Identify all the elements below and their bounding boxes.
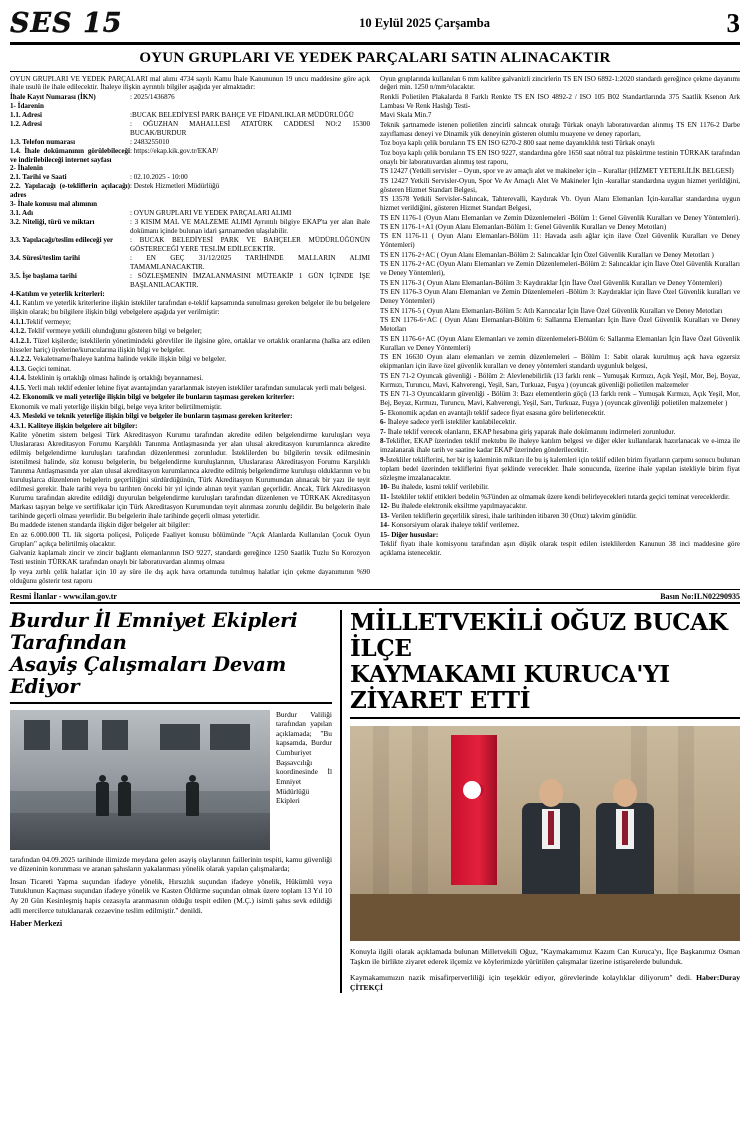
tender-paragraph-lead: 4.3. Mesleki ve teknik yeterliğe ilişkin bilgi ve belgeler ile bunların taşıması gereken kriterler:: [10, 412, 293, 421]
story-right-rule: [350, 717, 740, 719]
tender-field-row: [10, 120, 370, 138]
page-number: 3: [726, 7, 740, 38]
tender-paragraph-lead: 6-: [380, 418, 386, 427]
tender-paragraph: [380, 531, 740, 540]
tender-paragraph-text: İstekliler tekliflerini, her bir iş kaleminin miktarı ile bu iş kalemleri için teklif edilen birim fiyatların çarpımı sonucu bulunan toplam bedel üzerinden tekliflerini fiyat şeklinde verecekler. İhale sonucunda, üzerine ihale yapılan istekliyle birim fiyat sözleşme imzalanacaktır.: [380, 455, 740, 482]
tender-field-value: : 2483255010: [130, 137, 170, 146]
tender-paragraph-text: Ekonomik açıdan en avantajlı teklif sadece fiyat esasına göre belirlenecektir.: [385, 408, 606, 417]
tender-field-value: : SÖZLEŞMENİN İMZALANMASINI MÜTEAKİP 1 GÜN İÇİNDE İŞE BAŞLANILACAKTIR.: [130, 271, 370, 289]
story-left-paragraph: İnsan Ticareti Yapma suçundan ifadeye yönelik, Hırsızlık suçundan ifadeye yönelik, Hükümlü veya Tutuklunun Kaçması suçundan ifadeye yönelik ve Kasten Öldürme suçundan olmak üzere toplam 13 Yıl 10 Ay 20 Gün Kesinleşmiş hapis cezasıyla aranmasının olduğu tespit edilen (M.Ç.) isimli şahıs sevk edildiği adli mercilerce tutuklanarak cezaevine teslim edilmiştir." denildi.: [10, 876, 332, 915]
tender-field-label: 1.1. Adresi: [10, 110, 42, 119]
tender-paragraph-text: İhaleye sadece yerli istekliler katılabilecektir.: [385, 418, 517, 427]
story-left-paragraph: tarafından 04.09.2025 tarihinde ilimizde meydana gelen asayiş olaylarının faillerinin tespiti, kamu güvenliği ve düzeninin korunması ve aranan şahısların yakalanması yönelik olarak yapılan çalışmalarda;: [10, 854, 332, 874]
tender-paragraph: [380, 418, 740, 427]
tender-paragraph: [10, 327, 370, 336]
tender-paragraph-text: Geçici teminat.: [25, 364, 72, 373]
story-left-headline-line2: Asayiş Çalışmaları Devam Ediyor: [10, 652, 287, 698]
column-divider: [340, 610, 342, 993]
tender-notice: [10, 75, 740, 587]
tender-paragraph: TS 13578 Yetkili Servisler-Salıncak, Tahterevalli, Kaydırak Vb. Oyun Alanı Elemanları İçin-kurallar standardına uygun hizmet verildiğini, gösteren Hizmet Standart Belgesi,: [380, 195, 740, 213]
publication-logo: SES 15: [10, 7, 123, 39]
story-right-caption-2-text: Kaymakamımızın nazik misafirperverliliği için teşekkür ediyor, görevlerinde kolaylıklar diliyorum" dedi.: [350, 973, 692, 983]
tender-paragraph: Mavi Skala Min.7: [380, 111, 432, 120]
ad-title-rule: [10, 71, 740, 72]
story-left-body: [10, 855, 332, 916]
tender-paragraph: Oyun gruplarında kullanılan 6 mm kalibre galvanizli zincirlerin TS EN ISO 6892-1:2020 standardı gereğince çekme dayanımı değeri min. 1250 n/mm²olacaktır.: [380, 74, 740, 92]
tender-paragraph: [10, 290, 370, 299]
tender-paragraph: [10, 384, 370, 393]
tender-paragraph-lead: 10-: [380, 483, 390, 492]
tender-field-row: [10, 102, 370, 111]
tender-paragraph-lead: 12-: [380, 502, 390, 511]
tender-paragraph: TS EN 1176-3 ( Oyun Alanı Elemanları-Bölüm 3: Kaydıraklar İçin İlave Özel Güvenlik Kuralları ve Deney Yöntemleri): [380, 278, 722, 287]
masthead: [10, 6, 740, 40]
tender-paragraph: [380, 428, 740, 437]
tender-field-label: 2.2. Yapılacağı (e-tekliflerin açılacağı) adres: [10, 182, 130, 200]
tender-field-label: 2- İhalenin: [10, 164, 43, 173]
tender-paragraph: TS EN 1176-2+AC ( Oyun Alanı Elemanları-Bölüm 2: Salıncaklar İçin Özel Güvenlik Kuralları ve Deney Metotları ): [380, 250, 714, 259]
tender-paragraph-lead: 4.1.2.2.: [10, 355, 32, 364]
tender-paragraph: [380, 493, 740, 502]
tender-paragraph-text: Teklif vermeye;: [25, 317, 71, 326]
tender-field-label: 1.3. Telefon numarası: [10, 137, 76, 146]
tender-field-row: [10, 173, 370, 182]
lower-section: [10, 610, 740, 993]
tender-field-row: [10, 182, 370, 200]
tender-paragraph: TS EN 1176-6+AC (Oyun Alanı Elemanları ve zemin düzenlemeleri-Bölüm 6: Sallanma Elemanları İçin İlave Özel Güvenlik Kuralları ve Deney Yöntemleri): [380, 334, 740, 352]
tender-paragraph: [10, 318, 370, 327]
tender-paragraph: TS EN 1176-2+AC (Oyun Alanı Elemanları ve Zemin Düzenlemeleri-Bölüm 2: Salıncaklar için İlave Özel Güvenlik Kuralları ve Deney Yöntemleri),: [380, 260, 740, 278]
tender-paragraph-lead: 8-: [380, 437, 386, 446]
story-left-photo-caption: Burdur Valiliği tarafından yapılan açıklamada; "Bu kapsamda, Burdur Cumhuriyet Başsavcılığı koordinesinde İl Emniyet Müdürlüğü Ekipleri: [276, 709, 332, 806]
story-left-photo: [10, 710, 270, 850]
story-right-caption-2: [350, 973, 740, 993]
tender-field-label: 3- İhale konusu mal alımının: [10, 200, 98, 209]
tender-field-value: : 2025/1436876: [130, 92, 175, 101]
tender-paragraph: TS EN 71-3 Oyuncakların güvenliği - Bölüm 3: Bazı elementlerin göçü (13 farklı renk – Yumuşak Kırmızı, Açık Yeşil, Mor, Bej, Beyaz, Kırmızı, Turuncu, Mavi, Kahverengi, Yeşil, Sarı, Turkuaz, Fuşya ) (oyuncak güvenliği polietilen malzemeler ): [380, 390, 740, 408]
tender-paragraph-lead: 4.1.2.1.: [10, 336, 32, 345]
tender-field-row: [10, 93, 370, 102]
tender-paragraph-lead: 4.1.2.: [10, 327, 26, 336]
story-left-photo-row: [10, 710, 332, 850]
tender-field-label: 1- İdarenin: [10, 101, 44, 110]
tender-paragraph: Toz boya kaplı çelik boruların TS EN ISO 9227, standardına göre 1650 saat nötral tuz püskürtme testinin TÜRKAK tarafından onaylı bir laboratuvardan alınmış test raporu,: [380, 148, 740, 166]
tender-paragraph: [380, 409, 740, 418]
tender-field-label: 1.4. İhale dokümanının görülebileceği ve indirilebileceği internet sayfası: [10, 146, 130, 164]
tender-paragraph-lead: 5-: [380, 408, 386, 417]
tender-field-value: :BUCAK BELEDİYESİ PARK BAHÇE VE FİDANLIKLAR MÜDÜRLÜĞÜ: [130, 110, 354, 119]
tender-paragraph-lead: 4.1.3.: [10, 364, 26, 373]
tender-field-label: 1.2. Adresi: [10, 119, 42, 128]
tender-paragraph: [10, 549, 370, 567]
tender-paragraph: [10, 568, 370, 586]
ad-footer: [10, 589, 740, 604]
story-right-headline-line2: KAYMAKAMI KURUCA'YI ZİYARET ETTİ: [350, 660, 670, 714]
tender-column-right: [380, 75, 740, 587]
tender-field-label: İhale Kayıt Numarası (İKN): [10, 92, 96, 101]
tender-field-row: [10, 218, 370, 236]
tender-paragraph-lead: 4-Katılım ve yeterlik kriterleri:: [10, 289, 105, 298]
tender-paragraph-lead: 7-: [380, 427, 386, 436]
tender-paragraph: TS EN 1176-5 ( Oyun Alanı Elemanları-Bölüm 5: Atlı Karıncalar İçin İlave Özel Güvenlik Kuralları ve Deney Metotları: [380, 306, 723, 315]
tender-paragraph-text: İp veya zırhlı çelik halatlar için 10 ay süre ile dış açık hava ortamında tutulmuş halatlar için çekme dayanımının %90 olduğunu gösterir test raporu: [10, 567, 370, 585]
ad-footer-right: Basın No:ILN02290935: [660, 591, 740, 601]
tender-paragraph: [10, 422, 370, 431]
tender-field-value: : Destek Hizmetleri Müdürlüğü: [130, 182, 220, 191]
tender-paragraph-text: Bu ihalede elektronik eksiltme yapılmayacaktır.: [389, 502, 527, 511]
tender-paragraph: [380, 521, 740, 530]
story-right-headline-line1: MİLLETVEKİLİ OĞUZ BUCAK İLÇE: [350, 609, 728, 663]
tender-paragraph-lead: 4.3.1. Kaliteye ilişkin belgelere ait bilgiler:: [10, 421, 138, 430]
tender-field-row: [10, 272, 370, 290]
tender-paragraph-text: Tüzel kişilerde; isteklilerin yönetimindeki görevliler ile ilgisine göre, ortaklar ve ortaklık oranlarına (halka arz edilen hisseler hariç) üyelerine/kurucularına ilişkin bilgi ve belgeler.: [10, 336, 370, 354]
tender-paragraph: [380, 502, 740, 511]
story-left: [10, 610, 340, 993]
tender-paragraph: Renkli Polietilen Plakalarda 8 Farklı Renkte TS EN ISO 4892-2 / ISO 105 B02 Standartlarında 375 Saatlik Ksenon Ark Lambası Ve Renk Haslığı Testi-: [380, 92, 740, 110]
tender-paragraph: Teklif fiyatı ihale komisyonu tarafından aşırı düşük olarak tespit edilen isteklilerden Kanunun 38 inci maddesine göre açıklama istenecektir.: [380, 540, 740, 558]
tender-paragraph-text: İsteklinin iş ortaklığı olması halinde iş ortaklığı beyannamesi.: [25, 374, 204, 383]
tender-paragraph: Teknik şartnamede istenen polietilen zincirli salıncak oturağı Türkak onaylı laboratuvardan alınmış TS EN 1176-2 Darbe zayıflaması deneyi ve Dinamik yük deneyinin gösteren olumlu muayene ve deney raporları,: [380, 120, 740, 138]
tender-field-value: : 02.10.2025 - 10:00: [130, 173, 188, 182]
story-left-headline: [10, 610, 332, 697]
tender-field-label: 3.3. Yapılacağı/teslim edileceği yer: [10, 235, 114, 244]
tender-paragraph-lead: 4.1.: [10, 299, 21, 308]
tender-paragraph-text: Vekaletname/İhaleye katılma halinde vekile ilişkin bilgi ve belgeler.: [31, 355, 226, 364]
tender-field-row: [10, 236, 370, 254]
tender-field-row: [10, 138, 370, 147]
issue-date: 10 Eylül 2025 Çarşamba: [359, 15, 490, 30]
tender-paragraph: [10, 521, 370, 530]
tender-paragraph: [380, 437, 740, 455]
tender-paragraph: [10, 365, 370, 374]
tender-paragraph-text: Katılım ve yeterlik kriterlerine ilişkin istekliler tarafından e-teklif kapsamında sunulması gereken belgeler ile bu belgelere ilişkin olarak; bu bilgilere ilişkin bilgi vebelgelere aşağıda yer verilmiştir:: [10, 299, 370, 317]
tender-paragraph: [380, 512, 740, 521]
tender-paragraph-lead: 15- Diğer hususlar:: [380, 530, 439, 539]
story-left-headline-line1: Burdur İl Emniyet Ekipleri Tarafından: [10, 609, 298, 655]
tender-paragraph: TS 12427 (Yetkili servisler – Oyun, spor ve av amaçlı alet ve makineler için – Kurallar (HİZMET YETERLİLİK BELGESİ): [380, 167, 734, 176]
tender-paragraph-text: Teklifler, EKAP üzerinden teklif mektubu ile ihaleye katılım belgesi ve diğer ekler kullanılarak hazırlanacak ve e-imza ile imzalanarak ihale tarih ve saatine kadar EKAP üzerinden gönderilecektir.: [380, 437, 740, 455]
tender-paragraph-lead: 9-: [380, 455, 386, 464]
tender-paragraph: [10, 431, 370, 520]
tender-paragraph: [10, 374, 370, 383]
tender-field-value: : https://ekap.kik.gov.tr/EKAP/: [130, 146, 219, 155]
story-right-photo: [350, 726, 740, 941]
ad-footer-left: Resmi İlanlar - www.ilan.gov.tr: [10, 591, 117, 601]
tender-paragraph-text: Ekonomik ve mali yeterliğe ilişkin bilgi, belge veya kriter belirtilmemiştir.: [10, 402, 222, 411]
tender-paragraph: TS 12427 Yetkili Servisler-Oyun, Spor Ve Av Amaçlı Alet Ve Makineler İçin -kurallar standardına uygun hizmet yerildiğini, gösteren Hizmet Standart Belgesi,: [380, 176, 740, 194]
ad-title: OYUN GRUPLARI VE YEDEK PARÇALARI SATIN ALINACAKTIR: [139, 49, 611, 66]
tender-field-label: 3.2. Niteliği, türü ve miktarı: [10, 218, 95, 227]
tender-paragraph: Toz boya kaplı çelik boruların TS EN ISO 6270-2 800 saat neme dayanıklılık testi Türkak onaylı: [380, 139, 655, 148]
tender-paragraph-text: Yerli malı teklif edenler lehine fiyat avantajından yararlanmak isteyen istekliler tarafından sunulacak yerli malı belgesi.: [25, 383, 367, 392]
tender-paragraph-text: İhale teklif verecek olanların, EKAP hesabına giriş yaparak ihale dokümanını indirmeleri zorunludur.: [385, 427, 676, 436]
tender-field-row: [10, 200, 370, 209]
tender-paragraph: [10, 337, 370, 355]
tender-paragraph: [380, 483, 740, 492]
tender-field-label: 3.1. Adı: [10, 209, 34, 218]
tender-paragraph-lead: 13-: [380, 511, 390, 520]
tender-paragraph-lead: 4.1.5.: [10, 383, 26, 392]
tender-paragraph-text: En az 6.000.000 TL lik sigorta poliçesi, Poliçede Faaliyet konusu bölümünde "Açık Alanlarda Kullanılan Çocuk Oyun Grupları" açıkça belirtilmiş olacaktır.: [10, 530, 370, 548]
tender-field-value: : OĞUZHAN MAHALLESİ ATATÜRK CADDESİ NO:2 15300 BUCAK/BURDUR: [130, 119, 370, 137]
tender-paragraph-text: Teklif vermeye yetkili olunduğunu gösteren bilgi ve belgeler;: [25, 327, 202, 336]
tender-paragraph: [10, 403, 370, 412]
tender-field-row: [10, 111, 370, 120]
tender-paragraph-lead: 4.1.4.: [10, 374, 26, 383]
tender-field-label: 3.4. Süresi/teslim tarihi: [10, 253, 81, 262]
tender-field-value: : OYUN GRUPLARI VE YEDEK PARÇALARI ALIMI: [130, 209, 292, 218]
tender-paragraph-text: Verilen tekliflerin geçerlilik süresi, ihale tarihinden itibaren 30 (Otuz) takvim günüdür.: [389, 511, 637, 520]
tender-paragraph: TS EN 1176-11 ( Oyun Alanı Elemanları-Bölüm 11: Havada asılı ağlar için ilave Özel Güvenlik Kuralları ve Deney Yöntemleri): [380, 232, 740, 250]
tender-field-label: 2.1. Tarihi ve Saati: [10, 173, 67, 182]
tender-paragraph-text: Galvaniz kaplamalı zincir ve zincir bağlantı elemanlarının ISO 9227, standardı gereğince 1250 Saatlik Tuzlu Su Korozyon Testi testinin TÜRKAK tarafından onaylı bir laboratuvardan alınmış olması: [10, 549, 370, 567]
tender-paragraph: [380, 456, 740, 483]
tender-paragraph-lead: 14-: [380, 521, 390, 530]
tender-field-row: [10, 209, 370, 218]
tender-field-value: : BUCAK BELEDİYESİ PARK VE BAHÇELER MÜDÜRLÜĞÜNÜN GÖSTERECEĞİ YERE TESLİM EDİLECEKTİR.: [130, 235, 370, 253]
tender-intro: OYUN GRUPLARI VE YEDEK PARÇALARI mal alımı 4734 sayılı Kamu İhale Kanununun 19 uncu maddesine göre açık ihale usulü ile ihale edilecektir. İhaleye ilişkin ayrıntılı bilgiler aşağıda yer almaktadır:: [10, 74, 370, 92]
tender-paragraph-text: Konsorsiyum olarak ihaleye teklif verilemez.: [389, 521, 520, 530]
tender-paragraph: [10, 412, 370, 421]
tender-paragraph-text: Bu ihalede, kısmi teklif verilebilir.: [389, 483, 489, 492]
story-left-rule: [10, 702, 332, 704]
tender-paragraph: TS EN 1176-3 Oyun Alanı Elemanları ve Zemin Düzenlemeleri -Bölüm 3: Kaydıraklar için İlave Özel Güvenlik kuralları ve Deney Yöntemleri): [380, 288, 740, 306]
story-right-byline: Haber:Duray ÇİTEKÇİ: [350, 973, 740, 993]
tender-column-left: [10, 75, 370, 587]
tender-field-value: : 3 KISIM MAL VE MALZEME ALIMI Ayrıntılı bilgiye EKAP'ta yer alan ihale dokümanı içinde bulunan idari şartnameden ulaşılabilir.: [130, 218, 370, 236]
tender-paragraph: TS EN 1176-6+AC ( Oyun Alanı Elemanları-Bölüm 6: Sallanma Elemanları İçin İlave Özel Güvenlik Kuralları ve Deney Metotları: [380, 316, 740, 334]
tender-paragraph: TS EN 71-2 Oyuncak güvenliği - Bölüm 2: Alevlenebilirlik (13 farklı renk – Yumuşak Kırmızı, Açık Yeşil, Mor, Bej, Boyaz, Kırmızı, Turuncu, Mavi, Kahverengi, Yeşil, Sarı, Turkuaz, Fuşya ) (oyuncak güvenliği polietilen malzemeler: [380, 371, 740, 389]
story-left-byline: Haber Merkezi: [10, 919, 63, 929]
story-right-headline: [350, 610, 740, 713]
story-right-caption: Konuyla ilgili olarak açıklamada bulunan Milletvekili Oğuz, "Kaymakamımız Kazım Can Kuruca'yı, İlçe Başkanımız Osman Taşkın ile birlikte ziyaret ederek ilçemiz ve köylerimizde yürütülen çalışmalar üzerine istişarelerde bulunduk.: [350, 947, 740, 967]
tender-paragraph-lead: 4.2. Ekonomik ve mali yeterliğe ilişkin bilgi ve belgeler ile bunların taşıması gereken kriterler:: [10, 393, 295, 402]
tender-paragraph-lead: 11-: [380, 492, 390, 501]
tender-paragraph: [10, 355, 370, 364]
tender-paragraph: TS EN 16630 Oyun alanı elemanları ve zemin düzenlemeleri – Bölüm 1: Sabit olarak kurulmuş açık hava egzersiz ekipmanları için ilave özel güvenlik kuralları ve deney yöntemleri standardı uygunluk belgesi,: [380, 353, 740, 371]
tender-paragraph: [10, 393, 370, 402]
tender-paragraph-text: İstekliler teklif ettikleri bedelin %3'ünden az olmamak üzere kendi belirleyecekleri tutarda geçici teminat vereceklerdir.: [389, 492, 730, 501]
tender-paragraph-text: Kalite yönetim sistem belgesi Türk Akreditasyon Kurumu tarafından akredite edilen belgelendirme kuruluşları veya Uluslararası Akreditasyon Forumu Karşılıklı Tanınma Antlaşmasında yer alan ulusal akreditasyon kurumlarınca akredite edilmiş belgelendirme kuruluşları tarafından düzenlenmesi zorunludur. İsteklilerden bu bilgilerin tevsik edilmesinin istenilmesi halinde, söz konusu belgelerin, bu belgelendirme kuruluşlarının, Uluslararası Akreditasyon Forumu Karşılıklı Tanınma Antlaşmasında yer alan ulusal akreditasyon kurumlarınca akredite edilmiş belgelendirme kuruluşu olduklarının ve bu kuruluşlarca düzenlenen belgelerin geçerliliğini sürdürdüğünün, Türk Akreditasyon Kurumundan alınacak bir yazı ile teyit edilmesi gerekir. İhale tarihi veya bu tarihten önceki bir yıl içinde alınan teyit yazıları geçerlidir. Ancak, Türk Akreditasyon Kurumu tarafından akredite edildiği duyurulan belgelendirme kuruluşları tarafından düzenlenen ve TÜRKAK Akreditasyon Markası taşıyan belge ve sertifikalar için Türk Akreditasyon Kurumundan teyit alınması zorunlu değildir. Bu belgelerin ihale tarihinde geçerli olması yeterlidir. Bu belgelerin ihale tarihinde geçerli olması yeterlidir.: [10, 431, 370, 520]
tender-field-row: [10, 254, 370, 272]
tender-field-label: 3.5. İşe başlama tarihi: [10, 271, 77, 280]
story-right: [350, 610, 740, 993]
tender-paragraph-text: Bu maddede istenen standarda ilişkin diğer belgeler ait bilgiler:: [10, 521, 191, 530]
tender-paragraph: [10, 299, 370, 317]
tender-paragraph: [10, 531, 370, 549]
tender-field-value: : EN GEÇ 31/12/2025 TARİHİNDE MALLARIN ALIMI TAMAMLANACAKTIR.: [130, 253, 370, 271]
tender-paragraph-lead: 4.1.1.: [10, 317, 26, 326]
tender-field-row: [10, 147, 370, 165]
tender-paragraph: TS EN 1176-1 (Oyun Alanı Elemanları ve Zemin Düzenlemeleri -Bölüm 1: Genel Güvenlik Kuralları ve Deney Yöntemleri). TS EN 1176-1+A1 (Oyun Alanı Elemanları-Bölüm 1: Genel Güvenlik Kuralları ve Deney Metotları): [380, 213, 740, 231]
tender-field-row: [10, 164, 370, 173]
